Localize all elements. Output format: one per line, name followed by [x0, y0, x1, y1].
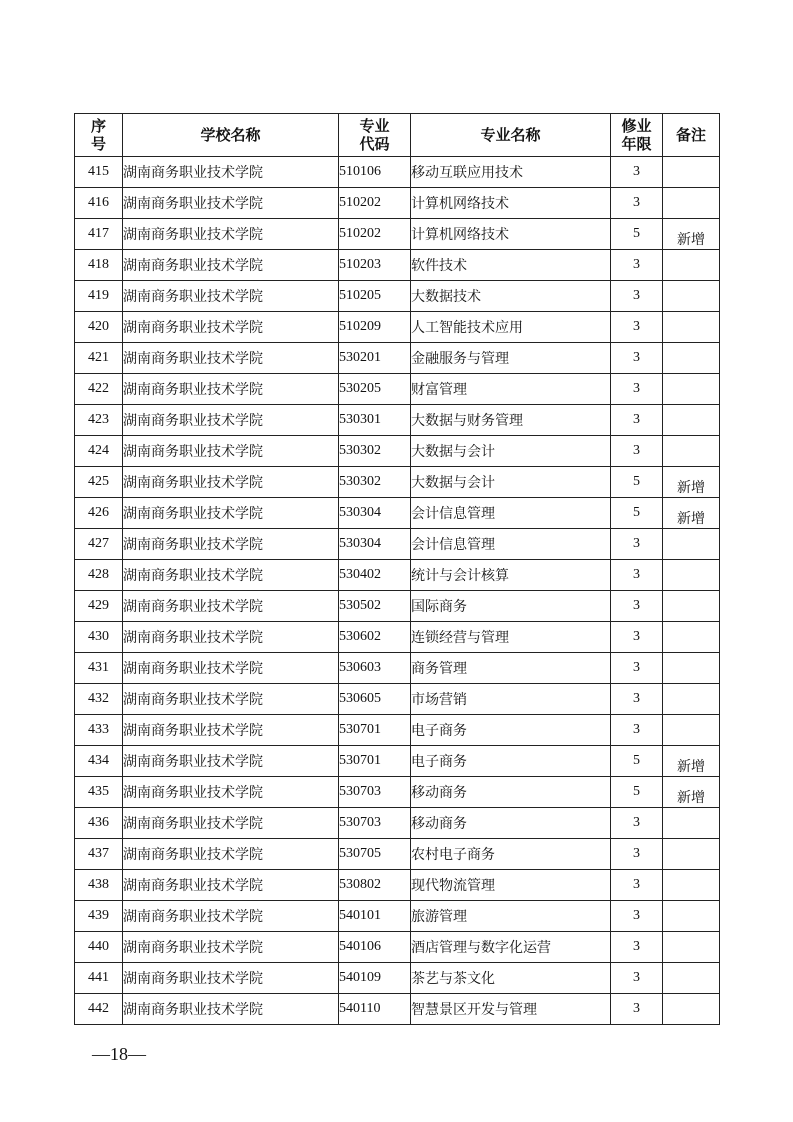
- cell-school: 湖南商务职业技术学院: [123, 405, 339, 436]
- cell-major: 金融服务与管理: [411, 343, 611, 374]
- cell-years: 3: [611, 157, 663, 188]
- header-code: [339, 114, 411, 157]
- cell-no: 438: [75, 870, 123, 901]
- cell-no: 427: [75, 529, 123, 560]
- cell-school: 湖南商务职业技术学院: [123, 994, 339, 1025]
- table-row: [75, 188, 720, 219]
- cell-major: 茶艺与茶文化: [411, 963, 611, 994]
- cell-note: [663, 932, 720, 963]
- cell-no: 418: [75, 250, 123, 281]
- cell-code: 530701: [339, 746, 411, 777]
- cell-years: 3: [611, 405, 663, 436]
- table-row: [75, 219, 720, 250]
- cell-no: 426: [75, 498, 123, 529]
- cell-major: 旅游管理: [411, 901, 611, 932]
- cell-school: 湖南商务职业技术学院: [123, 560, 339, 591]
- cell-major: 农村电子商务: [411, 839, 611, 870]
- cell-note: [663, 591, 720, 622]
- cell-code: 540110: [339, 994, 411, 1025]
- cell-no: 440: [75, 932, 123, 963]
- cell-no: 423: [75, 405, 123, 436]
- cell-note: [663, 250, 720, 281]
- cell-code: 540106: [339, 932, 411, 963]
- table-row: [75, 684, 720, 715]
- cell-school: 湖南商务职业技术学院: [123, 529, 339, 560]
- cell-code: 530304: [339, 498, 411, 529]
- cell-code: 530304: [339, 529, 411, 560]
- cell-years: 3: [611, 529, 663, 560]
- cell-major: 人工智能技术应用: [411, 312, 611, 343]
- cell-major: 软件技术: [411, 250, 611, 281]
- cell-years: 3: [611, 870, 663, 901]
- cell-note: [663, 622, 720, 653]
- cell-note: 新增: [663, 219, 720, 250]
- cell-major: 移动商务: [411, 808, 611, 839]
- cell-code: 530703: [339, 808, 411, 839]
- cell-school: 湖南商务职业技术学院: [123, 157, 339, 188]
- cell-no: 431: [75, 653, 123, 684]
- table-row: [75, 467, 720, 498]
- header-major: 专业名称: [411, 114, 611, 157]
- cell-school: 湖南商务职业技术学院: [123, 901, 339, 932]
- cell-no: 416: [75, 188, 123, 219]
- cell-code: 530605: [339, 684, 411, 715]
- cell-code: 530705: [339, 839, 411, 870]
- enrollment-table: [74, 113, 720, 1025]
- table-row: [75, 808, 720, 839]
- cell-note: [663, 436, 720, 467]
- table-row: [75, 250, 720, 281]
- cell-no: 422: [75, 374, 123, 405]
- cell-note: [663, 188, 720, 219]
- header-no: [75, 114, 123, 157]
- cell-note: [663, 684, 720, 715]
- cell-no: 435: [75, 777, 123, 808]
- cell-note: 新增: [663, 746, 720, 777]
- cell-school: 湖南商务职业技术学院: [123, 219, 339, 250]
- table-row: [75, 622, 720, 653]
- cell-years: 3: [611, 963, 663, 994]
- cell-school: 湖南商务职业技术学院: [123, 653, 339, 684]
- cell-years: 5: [611, 219, 663, 250]
- cell-note: [663, 529, 720, 560]
- cell-major: 大数据与财务管理: [411, 405, 611, 436]
- header-no-line2: 号: [90, 135, 106, 153]
- cell-no: 437: [75, 839, 123, 870]
- cell-no: 425: [75, 467, 123, 498]
- cell-major: 计算机网络技术: [411, 219, 611, 250]
- cell-note: 新增: [663, 467, 720, 498]
- cell-note: [663, 312, 720, 343]
- cell-note: [663, 374, 720, 405]
- cell-code: 530502: [339, 591, 411, 622]
- header-years: [611, 114, 663, 157]
- cell-school: 湖南商务职业技术学院: [123, 777, 339, 808]
- cell-years: 5: [611, 467, 663, 498]
- table-row: [75, 839, 720, 870]
- table-row: [75, 591, 720, 622]
- cell-years: 3: [611, 374, 663, 405]
- cell-major: 智慧景区开发与管理: [411, 994, 611, 1025]
- table-row: [75, 405, 720, 436]
- cell-years: 3: [611, 684, 663, 715]
- cell-no: 441: [75, 963, 123, 994]
- cell-no: 415: [75, 157, 123, 188]
- table-row: [75, 932, 720, 963]
- table-row: [75, 374, 720, 405]
- cell-years: 3: [611, 281, 663, 312]
- cell-code: 530301: [339, 405, 411, 436]
- cell-years: 3: [611, 808, 663, 839]
- cell-no: 439: [75, 901, 123, 932]
- cell-no: 420: [75, 312, 123, 343]
- cell-code: 530703: [339, 777, 411, 808]
- header-school: 学校名称: [123, 114, 339, 157]
- cell-note: [663, 653, 720, 684]
- header-note: 备注: [663, 114, 720, 157]
- table-row: [75, 746, 720, 777]
- table-header-row: [75, 114, 720, 157]
- header-code-line2: 代码: [359, 135, 390, 153]
- cell-note: [663, 870, 720, 901]
- cell-code: 510209: [339, 312, 411, 343]
- cell-code: 510205: [339, 281, 411, 312]
- table-row: [75, 963, 720, 994]
- cell-school: 湖南商务职业技术学院: [123, 374, 339, 405]
- cell-major: 会计信息管理: [411, 529, 611, 560]
- cell-note: [663, 715, 720, 746]
- cell-code: 510203: [339, 250, 411, 281]
- table-body: [75, 157, 720, 1025]
- cell-school: 湖南商务职业技术学院: [123, 870, 339, 901]
- cell-code: 530205: [339, 374, 411, 405]
- table-row: [75, 994, 720, 1025]
- cell-major: 连锁经营与管理: [411, 622, 611, 653]
- cell-code: 510106: [339, 157, 411, 188]
- cell-major: 移动商务: [411, 777, 611, 808]
- cell-note: [663, 281, 720, 312]
- cell-years: 3: [611, 436, 663, 467]
- table-row: [75, 529, 720, 560]
- cell-years: 3: [611, 591, 663, 622]
- cell-school: 湖南商务职业技术学院: [123, 746, 339, 777]
- cell-school: 湖南商务职业技术学院: [123, 684, 339, 715]
- cell-code: 530402: [339, 560, 411, 591]
- cell-no: 432: [75, 684, 123, 715]
- cell-school: 湖南商务职业技术学院: [123, 343, 339, 374]
- cell-years: 3: [611, 715, 663, 746]
- table-row: [75, 281, 720, 312]
- cell-no: 442: [75, 994, 123, 1025]
- cell-years: 5: [611, 777, 663, 808]
- cell-years: 3: [611, 250, 663, 281]
- cell-school: 湖南商务职业技术学院: [123, 498, 339, 529]
- cell-major: 电子商务: [411, 746, 611, 777]
- cell-school: 湖南商务职业技术学院: [123, 839, 339, 870]
- cell-code: 530201: [339, 343, 411, 374]
- table-row: [75, 560, 720, 591]
- cell-school: 湖南商务职业技术学院: [123, 932, 339, 963]
- cell-code: 530802: [339, 870, 411, 901]
- cell-major: 移动互联应用技术: [411, 157, 611, 188]
- cell-code: 530302: [339, 436, 411, 467]
- cell-school: 湖南商务职业技术学院: [123, 622, 339, 653]
- table-row: [75, 312, 720, 343]
- cell-code: 540101: [339, 901, 411, 932]
- table-row: [75, 436, 720, 467]
- table-row: [75, 343, 720, 374]
- cell-major: 大数据与会计: [411, 467, 611, 498]
- cell-school: 湖南商务职业技术学院: [123, 281, 339, 312]
- cell-code: 530302: [339, 467, 411, 498]
- table-row: [75, 777, 720, 808]
- cell-years: 3: [611, 343, 663, 374]
- cell-note: [663, 560, 720, 591]
- cell-note: 新增: [663, 777, 720, 808]
- cell-school: 湖南商务职业技术学院: [123, 591, 339, 622]
- cell-note: [663, 405, 720, 436]
- cell-major: 酒店管理与数字化运营: [411, 932, 611, 963]
- cell-no: 428: [75, 560, 123, 591]
- cell-major: 市场营销: [411, 684, 611, 715]
- cell-no: 429: [75, 591, 123, 622]
- cell-years: 3: [611, 901, 663, 932]
- cell-major: 大数据与会计: [411, 436, 611, 467]
- cell-major: 计算机网络技术: [411, 188, 611, 219]
- cell-code: 530603: [339, 653, 411, 684]
- cell-school: 湖南商务职业技术学院: [123, 436, 339, 467]
- cell-school: 湖南商务职业技术学院: [123, 808, 339, 839]
- page-number: —18—: [92, 1044, 146, 1064]
- table-row: [75, 498, 720, 529]
- cell-code: 510202: [339, 188, 411, 219]
- cell-years: 3: [611, 622, 663, 653]
- cell-no: 417: [75, 219, 123, 250]
- cell-major: 电子商务: [411, 715, 611, 746]
- cell-years: 3: [611, 932, 663, 963]
- table-row: [75, 870, 720, 901]
- cell-note: [663, 963, 720, 994]
- table-row: [75, 901, 720, 932]
- cell-major: 统计与会计核算: [411, 560, 611, 591]
- header-code-line1: 专业: [359, 117, 390, 135]
- cell-years: 3: [611, 839, 663, 870]
- cell-note: [663, 901, 720, 932]
- cell-note: [663, 839, 720, 870]
- cell-years: 5: [611, 746, 663, 777]
- cell-years: 5: [611, 498, 663, 529]
- cell-school: 湖南商务职业技术学院: [123, 467, 339, 498]
- cell-school: 湖南商务职业技术学院: [123, 715, 339, 746]
- cell-years: 3: [611, 653, 663, 684]
- cell-major: 国际商务: [411, 591, 611, 622]
- cell-years: 3: [611, 312, 663, 343]
- cell-code: 510202: [339, 219, 411, 250]
- cell-school: 湖南商务职业技术学院: [123, 188, 339, 219]
- cell-note: [663, 808, 720, 839]
- cell-no: 433: [75, 715, 123, 746]
- table-row: [75, 157, 720, 188]
- cell-no: 430: [75, 622, 123, 653]
- header-years-line2: 年限: [621, 135, 652, 153]
- cell-no: 424: [75, 436, 123, 467]
- cell-years: 3: [611, 560, 663, 591]
- cell-no: 419: [75, 281, 123, 312]
- cell-major: 会计信息管理: [411, 498, 611, 529]
- cell-note: [663, 343, 720, 374]
- cell-major: 财富管理: [411, 374, 611, 405]
- cell-no: 421: [75, 343, 123, 374]
- cell-school: 湖南商务职业技术学院: [123, 963, 339, 994]
- cell-school: 湖南商务职业技术学院: [123, 312, 339, 343]
- cell-no: 436: [75, 808, 123, 839]
- cell-note: 新增: [663, 498, 720, 529]
- cell-note: [663, 994, 720, 1025]
- cell-code: 540109: [339, 963, 411, 994]
- cell-major: 商务管理: [411, 653, 611, 684]
- header-years-line1: 修业: [621, 117, 652, 135]
- cell-years: 3: [611, 994, 663, 1025]
- cell-major: 大数据技术: [411, 281, 611, 312]
- cell-no: 434: [75, 746, 123, 777]
- cell-code: 530701: [339, 715, 411, 746]
- table-row: [75, 715, 720, 746]
- cell-years: 3: [611, 188, 663, 219]
- cell-note: [663, 157, 720, 188]
- header-no-line1: 序: [90, 117, 106, 135]
- cell-code: 530602: [339, 622, 411, 653]
- table-row: [75, 653, 720, 684]
- cell-major: 现代物流管理: [411, 870, 611, 901]
- cell-school: 湖南商务职业技术学院: [123, 250, 339, 281]
